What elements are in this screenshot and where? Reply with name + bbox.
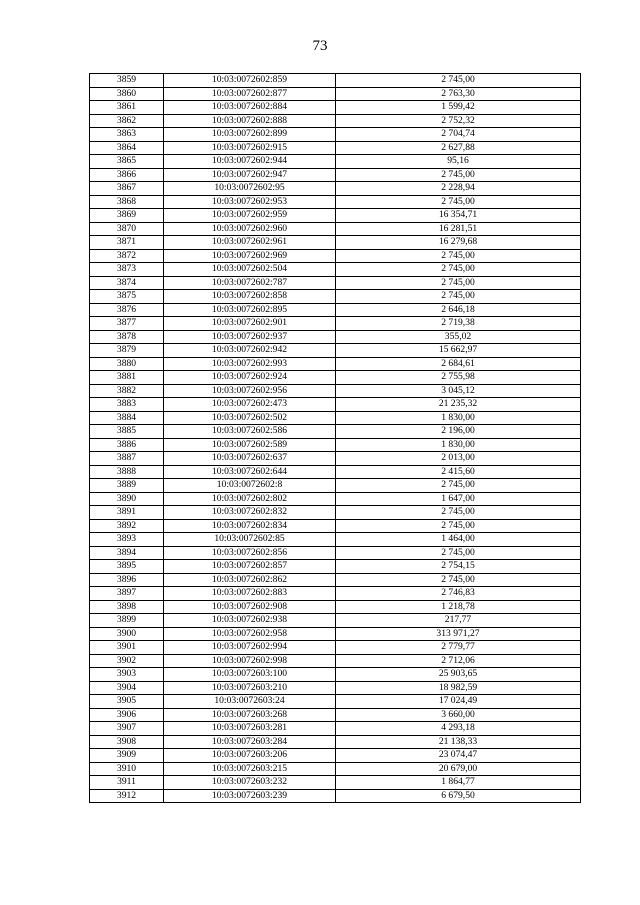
table-row (90, 573, 581, 587)
cadastral-number-cell: 10:03:0072602:958 (164, 627, 336, 641)
row-number-cell: 3900 (90, 627, 164, 641)
table-row (90, 128, 581, 142)
cadastral-number-cell: 10:03:0072602:959 (164, 209, 336, 223)
cadastral-number-cell: 10:03:0072602:589 (164, 438, 336, 452)
value-cell: 2 745,00 (336, 195, 581, 209)
row-number-cell: 3903 (90, 668, 164, 682)
cadastral-number-cell: 10:03:0072602:802 (164, 492, 336, 506)
cadastral-number-cell: 10:03:0072602:857 (164, 560, 336, 574)
cadastral-number-cell: 10:03:0072603:100 (164, 668, 336, 682)
row-number-cell: 3874 (90, 276, 164, 290)
value-cell: 2 745,00 (336, 546, 581, 560)
row-number-cell: 3906 (90, 708, 164, 722)
value-cell: 2 745,00 (336, 249, 581, 263)
cadastral-number-cell: 10:03:0072602:960 (164, 222, 336, 236)
row-number-cell: 3899 (90, 614, 164, 628)
value-cell: 2 228,94 (336, 182, 581, 196)
value-cell: 2 745,00 (336, 263, 581, 277)
cadastral-number-cell: 10:03:0072603:24 (164, 695, 336, 709)
row-number-cell: 3880 (90, 357, 164, 371)
table-row (90, 222, 581, 236)
cadastral-number-cell: 10:03:0072602:862 (164, 573, 336, 587)
row-number-cell: 3867 (90, 182, 164, 196)
value-cell: 2 745,00 (336, 573, 581, 587)
row-number-cell: 3881 (90, 371, 164, 385)
table-row (90, 533, 581, 547)
cadastral-number-cell: 10:03:0072602:895 (164, 303, 336, 317)
table-row (90, 600, 581, 614)
cadastral-number-cell: 10:03:0072602:961 (164, 236, 336, 250)
row-number-cell: 3871 (90, 236, 164, 250)
value-cell: 1 830,00 (336, 438, 581, 452)
value-cell: 23 074,47 (336, 749, 581, 763)
row-number-cell: 3873 (90, 263, 164, 277)
row-number-cell: 3897 (90, 587, 164, 601)
row-number-cell: 3865 (90, 155, 164, 169)
value-cell: 6 679,50 (336, 789, 581, 803)
cadastral-number-cell: 10:03:0072602:858 (164, 290, 336, 304)
table-row (90, 384, 581, 398)
value-cell: 355,02 (336, 330, 581, 344)
row-number-cell: 3889 (90, 479, 164, 493)
value-cell: 3 660,00 (336, 708, 581, 722)
table-row (90, 708, 581, 722)
value-cell: 1 464,00 (336, 533, 581, 547)
row-number-cell: 3894 (90, 546, 164, 560)
row-number-cell: 3877 (90, 317, 164, 331)
table-row (90, 546, 581, 560)
row-number-cell: 3892 (90, 519, 164, 533)
table-row (90, 789, 581, 803)
value-cell: 2 754,15 (336, 560, 581, 574)
cadastral-number-cell: 10:03:0072602:924 (164, 371, 336, 385)
cadastral-number-cell: 10:03:0072602:586 (164, 425, 336, 439)
cadastral-number-cell: 10:03:0072602:504 (164, 263, 336, 277)
table-row (90, 344, 581, 358)
value-cell: 2 779,77 (336, 641, 581, 655)
table-row (90, 776, 581, 790)
value-cell: 16 281,51 (336, 222, 581, 236)
row-number-cell: 3904 (90, 681, 164, 695)
value-cell: 17 024,49 (336, 695, 581, 709)
table-row (90, 182, 581, 196)
cadastral-number-cell: 10:03:0072602:899 (164, 128, 336, 142)
row-number-cell: 3861 (90, 101, 164, 115)
value-cell: 1 647,00 (336, 492, 581, 506)
row-number-cell: 3905 (90, 695, 164, 709)
row-number-cell: 3879 (90, 344, 164, 358)
row-number-cell: 3870 (90, 222, 164, 236)
value-cell: 2 745,00 (336, 506, 581, 520)
table-row (90, 438, 581, 452)
row-number-cell: 3859 (90, 74, 164, 88)
cadastral-number-cell: 10:03:0072602:908 (164, 600, 336, 614)
table-row (90, 587, 581, 601)
row-number-cell: 3884 (90, 411, 164, 425)
value-cell: 25 903,65 (336, 668, 581, 682)
value-cell: 20 679,00 (336, 762, 581, 776)
table-row (90, 236, 581, 250)
value-cell: 21 138,33 (336, 735, 581, 749)
row-number-cell: 3868 (90, 195, 164, 209)
row-number-cell: 3862 (90, 114, 164, 128)
table-row (90, 330, 581, 344)
cadastral-number-cell: 10:03:0072602:888 (164, 114, 336, 128)
cadastral-number-cell: 10:03:0072602:859 (164, 74, 336, 88)
cadastral-number-cell: 10:03:0072603:210 (164, 681, 336, 695)
value-cell: 2 752,32 (336, 114, 581, 128)
value-cell: 2 719,38 (336, 317, 581, 331)
value-cell: 2 712,06 (336, 654, 581, 668)
value-cell: 95,16 (336, 155, 581, 169)
row-number-cell: 3909 (90, 749, 164, 763)
cadastral-number-cell: 10:03:0072602:938 (164, 614, 336, 628)
table-row (90, 465, 581, 479)
table-row (90, 290, 581, 304)
row-number-cell: 3885 (90, 425, 164, 439)
cadastral-number-cell: 10:03:0072602:834 (164, 519, 336, 533)
table-row (90, 506, 581, 520)
cadastral-number-cell: 10:03:0072602:969 (164, 249, 336, 263)
row-number-cell: 3875 (90, 290, 164, 304)
value-cell: 2 415,60 (336, 465, 581, 479)
row-number-cell: 3898 (90, 600, 164, 614)
cadastral-number-cell: 10:03:0072602:832 (164, 506, 336, 520)
value-cell: 18 982,59 (336, 681, 581, 695)
cadastral-number-cell: 10:03:0072602:953 (164, 195, 336, 209)
table-row (90, 695, 581, 709)
row-number-cell: 3887 (90, 452, 164, 466)
table-row (90, 411, 581, 425)
cadastral-number-cell: 10:03:0072602:856 (164, 546, 336, 560)
cadastral-number-cell: 10:03:0072603:232 (164, 776, 336, 790)
value-cell: 2 763,30 (336, 87, 581, 101)
table-row (90, 668, 581, 682)
table-body (90, 74, 581, 803)
cadastral-number-cell: 10:03:0072602:787 (164, 276, 336, 290)
row-number-cell: 3876 (90, 303, 164, 317)
value-cell: 2 627,88 (336, 141, 581, 155)
row-number-cell: 3860 (90, 87, 164, 101)
table-row (90, 303, 581, 317)
cadastral-number-cell: 10:03:0072602:998 (164, 654, 336, 668)
row-number-cell: 3869 (90, 209, 164, 223)
table-row (90, 209, 581, 223)
cadastral-number-cell: 10:03:0072603:268 (164, 708, 336, 722)
row-number-cell: 3872 (90, 249, 164, 263)
table-row (90, 749, 581, 763)
row-number-cell: 3893 (90, 533, 164, 547)
value-cell: 2 745,00 (336, 519, 581, 533)
row-number-cell: 3890 (90, 492, 164, 506)
table-row (90, 479, 581, 493)
value-cell: 4 293,18 (336, 722, 581, 736)
table-row (90, 398, 581, 412)
page-number: 73 (312, 38, 328, 54)
value-cell: 2 745,00 (336, 290, 581, 304)
cadastral-number-cell: 10:03:0072602:8 (164, 479, 336, 493)
cadastre-table (89, 73, 581, 803)
table-row (90, 519, 581, 533)
value-cell: 16 354,71 (336, 209, 581, 223)
row-number-cell: 3882 (90, 384, 164, 398)
value-cell: 1 864,77 (336, 776, 581, 790)
cadastral-number-cell: 10:03:0072603:284 (164, 735, 336, 749)
value-cell: 2 684,61 (336, 357, 581, 371)
table-row (90, 195, 581, 209)
table-row (90, 141, 581, 155)
row-number-cell: 3908 (90, 735, 164, 749)
cadastral-number-cell: 10:03:0072602:993 (164, 357, 336, 371)
cadastral-number-cell: 10:03:0072602:901 (164, 317, 336, 331)
value-cell: 3 045,12 (336, 384, 581, 398)
value-cell: 1 599,42 (336, 101, 581, 115)
table-row (90, 654, 581, 668)
table-row (90, 641, 581, 655)
value-cell: 16 279,68 (336, 236, 581, 250)
cadastral-number-cell: 10:03:0072602:937 (164, 330, 336, 344)
row-number-cell: 3878 (90, 330, 164, 344)
table-row (90, 357, 581, 371)
table-row (90, 762, 581, 776)
row-number-cell: 3883 (90, 398, 164, 412)
cadastral-number-cell: 10:03:0072602:473 (164, 398, 336, 412)
cadastral-number-cell: 10:03:0072602:994 (164, 641, 336, 655)
table-row (90, 452, 581, 466)
value-cell: 1 830,00 (336, 411, 581, 425)
table-row (90, 168, 581, 182)
value-cell: 15 662,97 (336, 344, 581, 358)
row-number-cell: 3864 (90, 141, 164, 155)
table-row (90, 87, 581, 101)
table-row (90, 114, 581, 128)
cadastral-number-cell: 10:03:0072602:644 (164, 465, 336, 479)
table-row (90, 249, 581, 263)
table-row (90, 276, 581, 290)
table-row (90, 735, 581, 749)
row-number-cell: 3888 (90, 465, 164, 479)
value-cell: 21 235,32 (336, 398, 581, 412)
value-cell: 2 704,74 (336, 128, 581, 142)
cadastral-number-cell: 10:03:0072602:85 (164, 533, 336, 547)
value-cell: 2 745,00 (336, 276, 581, 290)
value-cell: 2 746,83 (336, 587, 581, 601)
table-row (90, 722, 581, 736)
row-number-cell: 3886 (90, 438, 164, 452)
cadastral-number-cell: 10:03:0072602:915 (164, 141, 336, 155)
cadastral-number-cell: 10:03:0072602:637 (164, 452, 336, 466)
table-row (90, 263, 581, 277)
table-row (90, 681, 581, 695)
value-cell: 2 745,00 (336, 74, 581, 88)
cadastral-number-cell: 10:03:0072602:884 (164, 101, 336, 115)
row-number-cell: 3896 (90, 573, 164, 587)
table-row (90, 627, 581, 641)
table-row (90, 74, 581, 88)
row-number-cell: 3891 (90, 506, 164, 520)
cadastral-number-cell: 10:03:0072602:95 (164, 182, 336, 196)
cadastral-number-cell: 10:03:0072603:239 (164, 789, 336, 803)
value-cell: 2 745,00 (336, 168, 581, 182)
row-number-cell: 3912 (90, 789, 164, 803)
table-row (90, 492, 581, 506)
table-row (90, 371, 581, 385)
value-cell: 2 013,00 (336, 452, 581, 466)
value-cell: 1 218,78 (336, 600, 581, 614)
cadastral-number-cell: 10:03:0072603:281 (164, 722, 336, 736)
row-number-cell: 3863 (90, 128, 164, 142)
cadastral-number-cell: 10:03:0072602:947 (164, 168, 336, 182)
table-row (90, 425, 581, 439)
row-number-cell: 3902 (90, 654, 164, 668)
table-row (90, 560, 581, 574)
table-row (90, 101, 581, 115)
table-row (90, 317, 581, 331)
cadastral-number-cell: 10:03:0072602:944 (164, 155, 336, 169)
row-number-cell: 3866 (90, 168, 164, 182)
cadastral-number-cell: 10:03:0072603:215 (164, 762, 336, 776)
cadastral-number-cell: 10:03:0072602:502 (164, 411, 336, 425)
cadastral-number-cell: 10:03:0072602:956 (164, 384, 336, 398)
row-number-cell: 3910 (90, 762, 164, 776)
value-cell: 2 196,00 (336, 425, 581, 439)
value-cell: 217,77 (336, 614, 581, 628)
row-number-cell: 3901 (90, 641, 164, 655)
value-cell: 2 646,18 (336, 303, 581, 317)
value-cell: 2 755,98 (336, 371, 581, 385)
row-number-cell: 3911 (90, 776, 164, 790)
cadastral-number-cell: 10:03:0072602:942 (164, 344, 336, 358)
row-number-cell: 3907 (90, 722, 164, 736)
row-number-cell: 3895 (90, 560, 164, 574)
value-cell: 2 745,00 (336, 479, 581, 493)
table-row (90, 614, 581, 628)
cadastral-number-cell: 10:03:0072603:206 (164, 749, 336, 763)
table-row (90, 155, 581, 169)
cadastral-number-cell: 10:03:0072602:883 (164, 587, 336, 601)
value-cell: 313 971,27 (336, 627, 581, 641)
cadastral-number-cell: 10:03:0072602:877 (164, 87, 336, 101)
